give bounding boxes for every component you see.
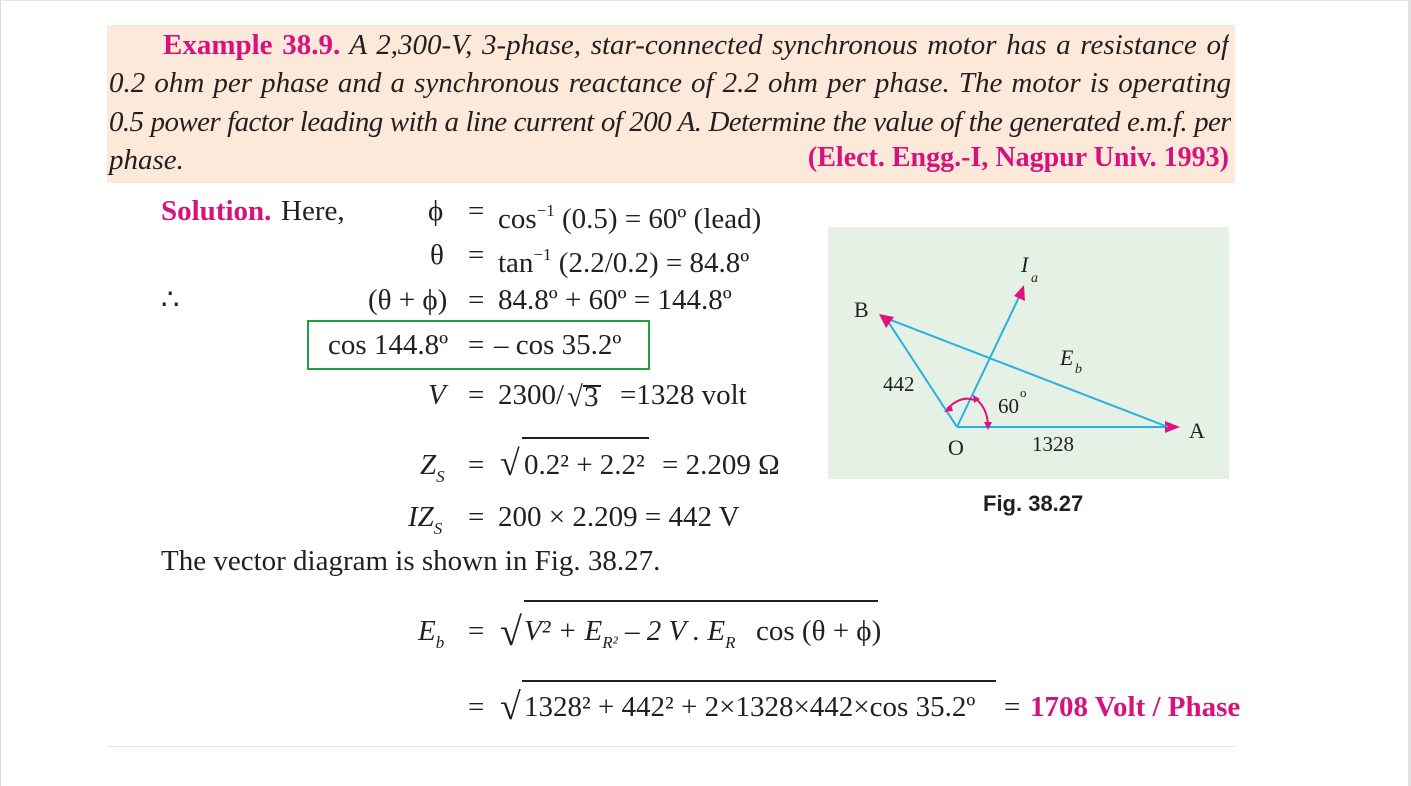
sqrt-bar	[522, 680, 996, 682]
eq9-equals: =	[468, 691, 485, 723]
label-ia: I	[1021, 252, 1029, 277]
eq7-rhs: 200 × 2.209 = 442 V	[498, 501, 740, 533]
eq5-rhs-pre: 2300/	[498, 379, 565, 411]
label-degree: o	[1020, 385, 1027, 400]
vector-diagram-figure	[828, 227, 1229, 479]
result-value: 1708 Volt / Phase	[1030, 691, 1241, 723]
example-source: (Elect. Engg.-I, Nagpur Univ. 1993)	[807, 142, 1229, 173]
eq8-equals: =	[468, 615, 485, 647]
solution-here: Here,	[281, 195, 345, 227]
page-border-left	[0, 0, 1, 786]
eq6-equals: =	[468, 449, 485, 481]
eq4-rhs: – cos 35.2º	[494, 329, 622, 361]
eq6-root: 0.2² + 2.2²	[524, 449, 645, 481]
label-442: 442	[883, 372, 915, 396]
eq2-rhs: $\tan^{-1} (2.2/0.2)$ = 84.8º	[498, 245, 750, 279]
eq8-rhs-post: cos (θ + ϕ)	[756, 615, 882, 647]
label-1328: 1328	[1032, 432, 1074, 456]
label-eb: E	[1060, 345, 1074, 370]
example-heading: Example 38.9.	[163, 29, 341, 61]
label-eb-sub: b	[1075, 362, 1082, 377]
sqrt-sign: √	[567, 381, 583, 413]
eq5-rhs-post: =1328 volt	[620, 379, 747, 411]
eq8-lhs: $E_b$	[418, 615, 445, 652]
eq2-equals: =	[468, 239, 485, 271]
eq3-rhs: 84.8º + 60º = 144.8º	[498, 284, 732, 316]
eq7-equals: =	[468, 501, 485, 533]
eq4-lhs: cos 144.8º	[328, 329, 449, 361]
solution-label: Solution.	[161, 195, 272, 227]
label-ia-sub: a	[1031, 271, 1038, 286]
therefore-symbol: ∴	[161, 284, 180, 316]
eq1-lhs: ϕ	[428, 195, 444, 227]
eq5-lhs: V	[428, 379, 446, 411]
page-border-top	[0, 0, 1411, 1]
bottom-divider	[107, 746, 1235, 747]
eq1-rhs: $\cos^{-1} (0.5)$ = 60º (lead)	[498, 201, 762, 235]
eq1-equals: =	[468, 195, 485, 227]
example-text-1: A 2,300-V, 3-phase, star-connected synchronous motor has a resistance of	[349, 29, 1229, 61]
eq3-lhs: (θ + ϕ)	[368, 284, 448, 316]
figure-caption: Fig. 38.27	[983, 491, 1084, 516]
example-line-2: 0.2 ohm per phase and a synchronous reactance of 2.2 ohm per phase. The motor is operating	[109, 67, 1231, 99]
vector-diagram-svg	[828, 227, 1229, 479]
example-line-1	[109, 27, 1229, 63]
eq6-rhs-post: = 2.209 Ω	[662, 449, 780, 481]
eq5-equals: =	[468, 379, 485, 411]
arrow-ia-icon	[1014, 285, 1025, 301]
eq9-root: 1328² + 442² + 2×1328×442×cos 35.2º	[524, 691, 976, 723]
eq8-root: $V^2 + E_{R^2} - 2$ V . $E_R$	[524, 615, 736, 652]
eq5-root: 3	[584, 381, 599, 413]
eq9-equals-2: =	[1004, 691, 1021, 723]
eq7-lhs: $IZ_S$	[408, 501, 443, 538]
example-statement-box	[107, 25, 1235, 183]
eq3-equals: =	[468, 284, 485, 316]
sqrt-sign: √	[500, 443, 520, 483]
label-o: O	[948, 435, 964, 460]
label-a: A	[1189, 418, 1205, 443]
eq2-lhs: θ	[430, 239, 444, 271]
sqrt-sign: √	[500, 686, 521, 728]
sqrt-bar	[522, 437, 649, 439]
example-line-3: 0.5 power factor leading with a line current of 200 A. Determine the value of the generated e.m.f. per	[109, 106, 1231, 138]
eq4-equals: =	[468, 329, 485, 361]
example-line-4: phase.	[109, 144, 184, 176]
vector-eb	[883, 317, 1168, 427]
eq6-lhs: $Z_S$	[420, 449, 445, 486]
vector-diagram-note: The vector diagram is shown in Fig. 38.27.	[161, 545, 661, 577]
label-b: B	[854, 297, 869, 322]
label-60: 60	[998, 394, 1019, 418]
sqrt-sign: √	[500, 609, 522, 654]
sqrt-bar	[524, 600, 878, 602]
